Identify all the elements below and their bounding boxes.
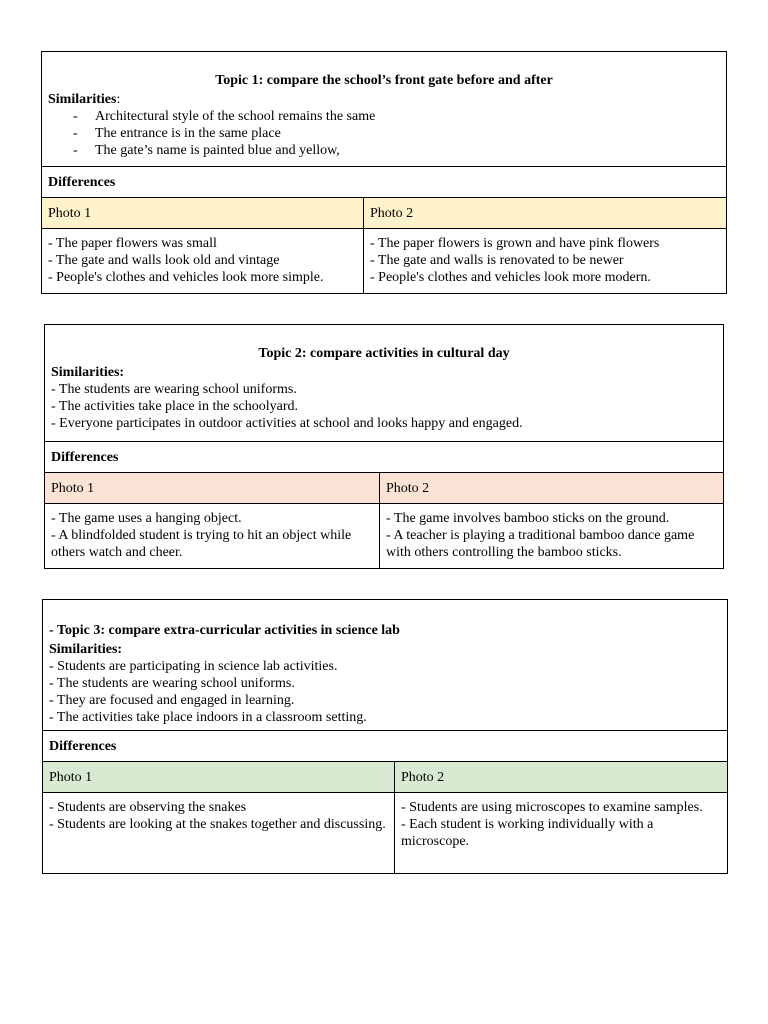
topic1-similarity-item: - The entrance is in the same place	[73, 125, 720, 142]
topic2-photo1-header: Photo 1	[45, 473, 380, 504]
topic3-photo2-header: Photo 2	[395, 762, 728, 793]
topic3-title: - Topic 3: compare extra-curricular activities in science lab	[49, 623, 400, 638]
topic1-photo1-header: Photo 1	[42, 198, 364, 229]
topic1-photo1-line: - The gate and walls look old and vintage	[48, 253, 280, 268]
topic3-similarity-item: - They are focused and engaged in learning.	[49, 693, 295, 708]
topic1-similarities-list	[48, 108, 720, 159]
topic1-similarities-cell	[42, 52, 727, 167]
topic3-similarity-item: - Students are participating in science lab activities.	[49, 659, 338, 674]
topic3-similarity-item: - The activities take place indoors in a classroom setting.	[49, 710, 367, 725]
topic2-similarity-item: - The students are wearing school uniforms.	[51, 382, 297, 397]
topic1-photo2-line: - People's clothes and vehicles look more modern.	[370, 270, 651, 285]
topic3-similarity-item: - The students are wearing school uniforms.	[49, 676, 295, 691]
topic3-photo1-header: Photo 1	[43, 762, 395, 793]
topic2-similarity-item: - Everyone participates in outdoor activities at school and looks happy and engaged.	[51, 416, 523, 431]
topic1-similarity-item: - The gate’s name is painted blue and yellow,	[73, 142, 720, 159]
topic2-table	[44, 324, 724, 569]
topic2-photo2-line: - The game involves bamboo sticks on the ground.	[386, 511, 670, 526]
topic3-photo2-content	[395, 793, 728, 874]
topic3-similarities-label: Similarities:	[49, 642, 123, 657]
topic2-photo2-header: Photo 2	[380, 473, 724, 504]
topic3-similarities-cell	[43, 600, 728, 731]
topic2-photo2-line: - A teacher is playing a traditional bamboo dance game with others controlling the bamboo sticks.	[386, 528, 695, 560]
topic1-photo2-header: Photo 2	[364, 198, 727, 229]
topic2-photo2-content	[380, 504, 724, 569]
topic1-title: Topic 1: compare the school’s front gate before and after	[215, 73, 553, 88]
topic2-photo1-line: - A blindfolded student is trying to hit an object while others watch and cheer.	[51, 528, 352, 560]
topic3-photo2-line: - Students are using microscopes to examine samples.	[401, 800, 703, 815]
topic1-photo1-content	[42, 229, 364, 294]
topic2-differences-label: Differences	[45, 442, 724, 473]
topic3-differences-label: Differences	[43, 731, 728, 762]
topic3-photo2-line: - Each student is working individually with a microscope.	[401, 817, 654, 849]
topic2-photo1-line: - The game uses a hanging object.	[51, 511, 242, 526]
topic1-differences-label: Differences	[42, 167, 727, 198]
topic3-photo1-line: - Students are observing the snakes	[49, 800, 247, 815]
topic3-table	[42, 599, 728, 874]
topic1-similarities-label-line	[48, 91, 720, 108]
topic1-photo2-line: - The paper flowers is grown and have pink flowers	[370, 236, 660, 251]
topic1-photo2-line: - The gate and walls is renovated to be newer	[370, 253, 624, 268]
topic3-similarities-label-line	[49, 641, 721, 658]
topic2-similarities-cell	[45, 325, 724, 442]
topic2-similarity-item: - The activities take place in the schoolyard.	[51, 399, 298, 414]
topic2-photo1-content	[45, 504, 380, 569]
topic3-photo1-line: - Students are looking at the snakes together and discussing.	[49, 817, 386, 832]
topic1-photo2-content	[364, 229, 727, 294]
topic2-title: Topic 2: compare activities in cultural day	[258, 346, 510, 361]
topic2-similarities-label: Similarities:	[51, 365, 125, 380]
topic1-similarities-label: Similarities	[48, 92, 117, 107]
topic1-table	[41, 51, 727, 294]
topic1-similarity-item: - Architectural style of the school remains the same	[73, 108, 720, 125]
topic1-photo1-line: - The paper flowers was small	[48, 236, 217, 251]
topic2-similarities-label-line	[51, 364, 717, 381]
topic3-photo1-content	[43, 793, 395, 874]
topic1-photo1-line: - People's clothes and vehicles look more simple.	[48, 270, 324, 285]
topic1-similarities-colon: :	[116, 92, 121, 107]
